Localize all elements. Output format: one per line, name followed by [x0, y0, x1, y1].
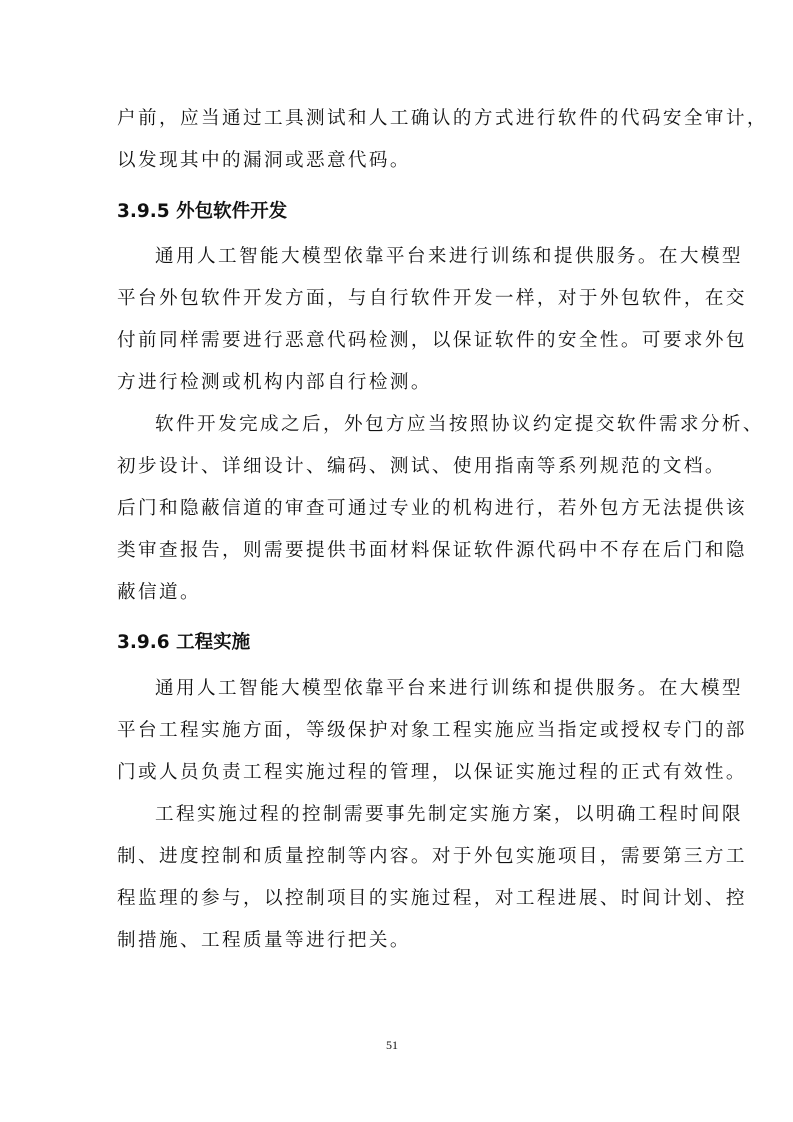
text-line: 门或人员负责工程实施过程的管理，以保证实施过程的正式有效性。: [117, 762, 747, 783]
text-line: 通用人工智能大模型依靠平台来进行训练和提供服务。在大模型: [155, 246, 743, 267]
text-line: 制措施、工程质量等进行把关。: [117, 930, 411, 951]
text-line: 类审查报告，则需要提供书面材料保证软件源代码中不存在后门和隐: [117, 540, 747, 561]
text-line: 通用人工智能大模型依靠平台来进行训练和提供服务。在大模型: [155, 678, 743, 699]
text-line: 以发现其中的漏洞或恶意代码。: [117, 150, 411, 171]
section-heading-3-9-6: 3.9.6 工程实施: [117, 632, 251, 653]
text-line: 方进行检测或机构内部自行检测。: [117, 372, 432, 393]
text-line: 初步设计、详细设计、编码、测试、使用指南等系列规范的文档。: [117, 456, 726, 477]
text-line: 蔽信道。: [117, 582, 201, 603]
text-line: 付前同样需要进行恶意代码检测，以保证软件的安全性。可要求外包: [117, 330, 747, 351]
text-line: 平台外包软件开发方面，与自行软件开发一样，对于外包软件，在交: [117, 288, 747, 309]
text-line: 户前，应当通过工具测试和人工确认的方式进行软件的代码安全审计，: [117, 108, 768, 129]
text-line: 平台工程实施方面，等级保护对象工程实施应当指定或授权专门的部: [117, 720, 747, 741]
section-heading-3-9-5: 3.9.5 外包软件开发: [117, 201, 288, 222]
text-line: 后门和隐蔽信道的审查可通过专业的机构进行，若外包方无法提供该: [117, 498, 747, 519]
text-line: 工程实施过程的控制需要事先制定实施方案，以明确工程时间限: [155, 804, 743, 825]
text-line: 软件开发完成之后，外包方应当按照协议约定提交软件需求分析、: [155, 414, 764, 435]
text-line: 制、进度控制和质量控制等内容。对于外包实施项目，需要第三方工: [117, 846, 747, 867]
page-number: 51: [386, 1038, 398, 1052]
text-line: 程监理的参与，以控制项目的实施过程，对工程进展、时间计划、控: [117, 888, 747, 909]
